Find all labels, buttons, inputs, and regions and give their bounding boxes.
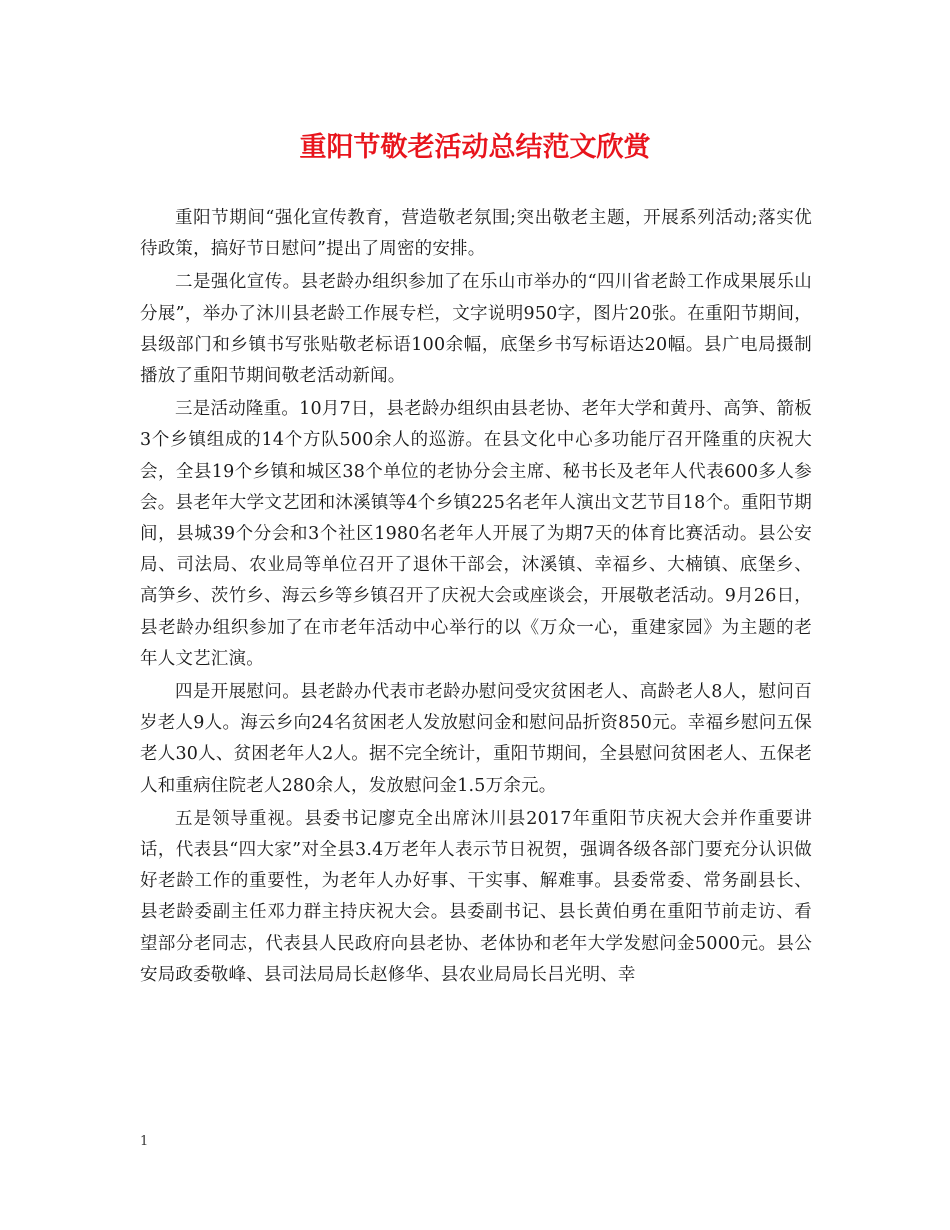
document-title: 重阳节敬老活动总结范文欣赏: [299, 132, 651, 163]
paragraph-leadership: 五是领导重视。县委书记廖克全出席沐川县2017年重阳节庆祝大会并作重要讲话，代表县“四大家”对全县3.4万老年人表示节日祝贺，强调各级各部门要充分认识做好老龄工作的重要性，为老年人办好事、干实事、解难事。县委常委、常务副县长、县老龄委副主任邓力群主持庆祝大会。县委副书记、县长黄伯勇在重阳节前走访、看望部分老同志，代表县人民政府向县老协、老体协和老年大学发慰问金5000元。县公安局政委敬峰、县司法局局长赵修华、县农业局局长吕光明、幸: [140, 808, 812, 985]
document-body: [140, 203, 812, 993]
paragraph-publicity: 二是强化宣传。县老龄办组织参加了在乐山市举办的“四川省老龄工作成果展乐山分展”，举办了沐川县老龄工作展专栏，文字说明950字，图片20张。在重阳节期间，县级部门和乡镇书写张贴敬老标语100余幅，底堡乡书写标语达20幅。县广电局摄制播放了重阳节期间敬老活动新闻。: [140, 272, 812, 387]
paragraph-activities: 三是活动隆重。10月7日，县老龄办组织由县老协、老年大学和黄丹、高笋、箭板3个乡镇组成的14个方队500余人的巡游。在县文化中心多功能厅召开隆重的庆祝大会，全县19个乡镇和城区38个单位的老协分会主席、秘书长及老年人代表600多人参会。县老年大学文艺团和沐溪镇等4个乡镇225名老年人演出文艺节目18个。重阳节期间，县城39个分会和3个社区1980名老年人开展了为期7天的体育比赛活动。县公安局、司法局、农业局等单位召开了退休干部会，沐溪镇、幸福乡、大楠镇、底堡乡、高笋乡、茨竹乡、海云乡等乡镇召开了庆祝大会或座谈会，开展敬老活动。9月26日，县老龄办组织参加了在市老年活动中心举行的以《万众一心，重建家园》为主题的老年人文艺汇演。: [140, 399, 812, 669]
page-number: 1: [140, 1134, 149, 1149]
paragraph-visits: 四是开展慰问。县老龄办代表市老龄办慰问受灾贫困老人、高龄老人8人，慰问百岁老人9人。海云乡向24名贫困老人发放慰问金和慰问品折资850元。幸福乡慰问五保老人30人、贫困老年人2人。据不完全统计，重阳节期间，全县慰问贫困老人、五保老人和重病住院老人280余人，发放慰问金1.5万余元。: [140, 682, 812, 796]
paragraph-intro: 重阳节期间“强化宣传教育，营造敬老氛围;突出敬老主题，开展系列活动;落实优待政策，搞好节日慰问”提出了周密的安排。: [140, 208, 812, 260]
